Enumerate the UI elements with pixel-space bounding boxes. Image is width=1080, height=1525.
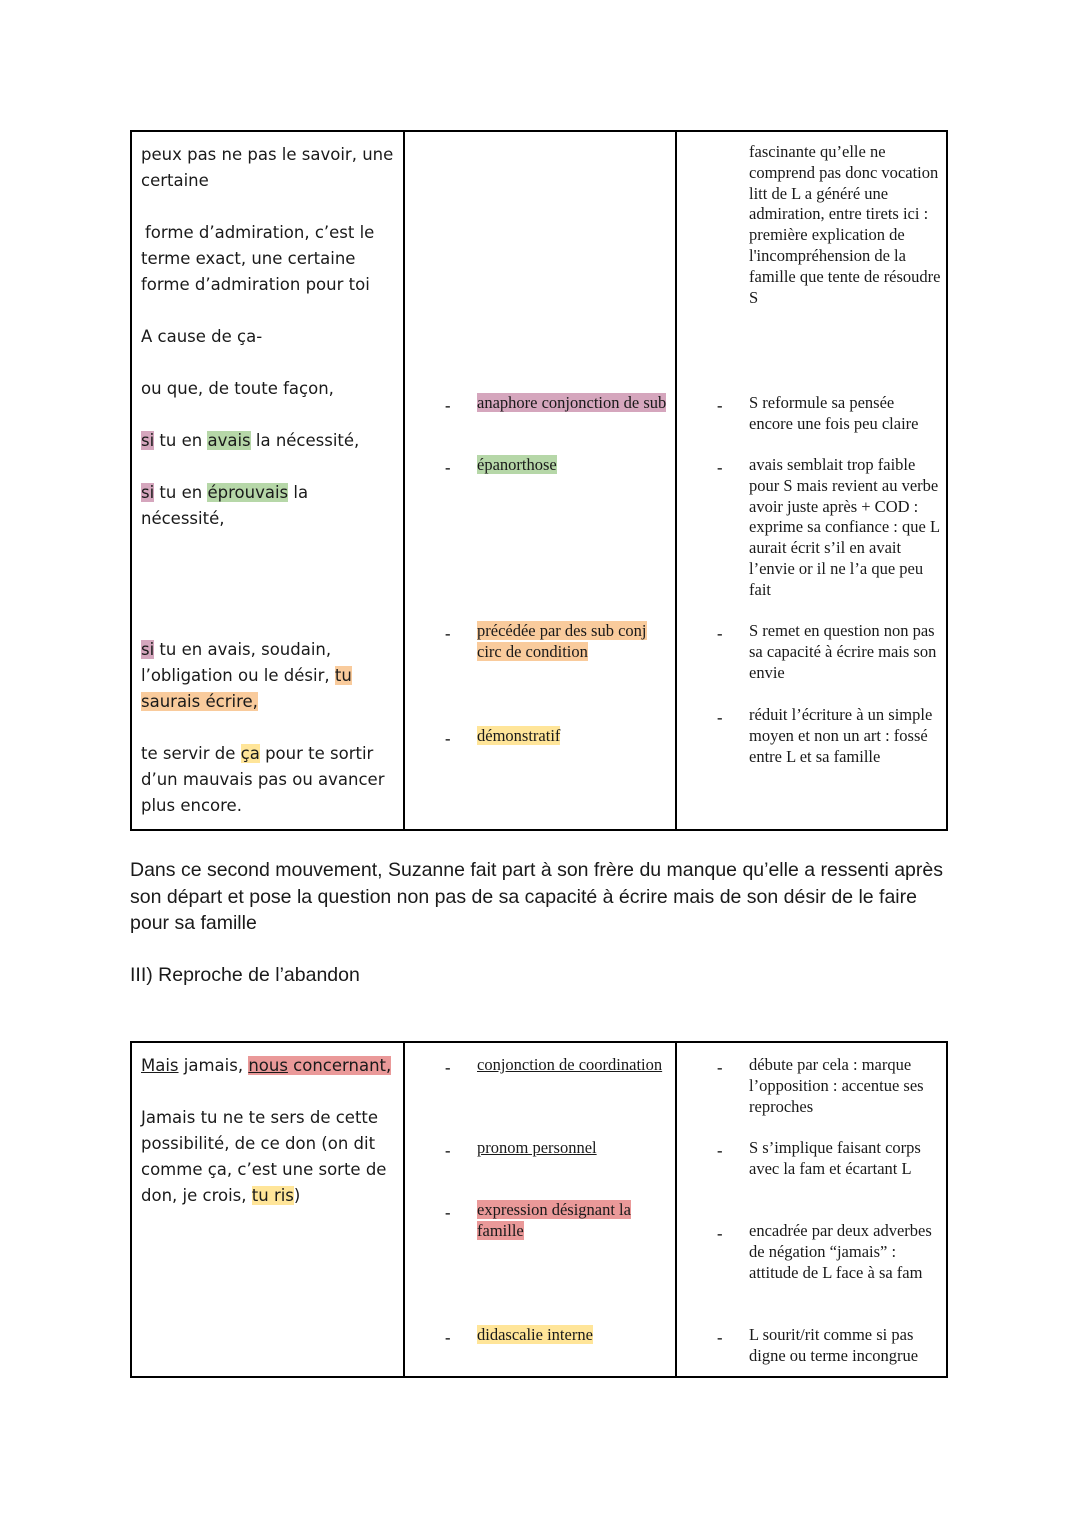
bullet-dash: - <box>445 1058 451 1077</box>
bullet-dash: - <box>717 396 723 415</box>
quote-line: comme ça, c’est une sorte de <box>141 1160 387 1179</box>
figure-item <box>477 1325 669 1346</box>
commentary-item: réduit l’écriture à un simple moyen et non un art : fossé entre L et sa famille <box>749 705 933 766</box>
figure-label: conjonction de coordination <box>477 1055 663 1074</box>
quote-line <box>141 741 395 767</box>
quote-line <box>141 1183 395 1209</box>
commentary-item: avais semblait trop faible pour S mais revient au verbe avoir juste après + COD : exprime sa confiance : que L aurait écrit s’il en avait l’envie or il ne l’a que peu fait <box>749 455 940 599</box>
commentary-item: L sourit/rit comme si pas digne ou terme incongrue <box>749 1325 919 1365</box>
quote-text: tu en <box>154 431 208 450</box>
bullet-dash: - <box>717 1141 723 1160</box>
quote-line <box>141 689 395 715</box>
quote-text: la nécessité, <box>250 431 360 450</box>
bullet-dash: - <box>445 1203 451 1222</box>
quote-line: Jamais tu ne te sers de cette <box>141 1108 379 1127</box>
bullet-dash: - <box>445 729 451 748</box>
quote-line: peux pas ne pas le savoir, une <box>141 145 394 164</box>
quote-text: tu en <box>154 483 208 502</box>
figure-item <box>477 455 669 476</box>
bullet-dash: - <box>445 396 451 415</box>
figure-label: épanorthose <box>477 455 557 474</box>
quote-text: tu en avais, soudain, <box>154 640 332 659</box>
commentary-column <box>677 1043 946 1376</box>
highlight-nous: nous <box>248 1056 288 1075</box>
figure-item <box>477 621 669 663</box>
bullet-dash: - <box>445 624 451 643</box>
quote-line <box>141 1053 395 1079</box>
quote-text: jamais, <box>178 1056 249 1075</box>
highlight-si: si <box>141 483 155 502</box>
bullet-dash: - <box>445 458 451 477</box>
figure-label: démonstratif <box>477 726 561 745</box>
commentary-item: S reformule sa pensée encore une fois peu claire <box>749 393 919 433</box>
figure-label: précédée par des sub conj circ de condition <box>477 621 647 661</box>
quote-text: pour te sortir <box>259 744 374 763</box>
commentary-item: S remet en question non pas sa capacité à écrire mais son envie <box>749 621 937 682</box>
commentary-item: encadrée par deux adverbes de négation “jamais” : attitude de L face à sa fam <box>749 1221 932 1282</box>
highlight-eprouvais: éprouvais <box>207 483 289 502</box>
figure-item <box>477 726 669 747</box>
highlight-avais: avais <box>207 431 251 450</box>
quote-line: terme exact, une certaine <box>141 249 356 268</box>
quote-line: certaine <box>141 171 209 190</box>
bullet-dash: - <box>717 1058 723 1077</box>
highlight-si: si <box>141 640 155 659</box>
quote-line: forme d’admiration pour toi <box>141 275 370 294</box>
bullet-dash: - <box>445 1328 451 1347</box>
quote-line <box>141 428 395 454</box>
highlight-ca: ça <box>240 744 260 763</box>
commentary-item: débute par cela : marque l’opposition : accentue ses reproches <box>749 1055 924 1116</box>
quote-line: possibilité, de ce don (on dit <box>141 1134 376 1153</box>
quote-text: te servir de <box>141 744 241 763</box>
bullet-dash: - <box>717 458 723 477</box>
bullet-dash: - <box>717 1224 723 1243</box>
figure-item <box>477 1055 669 1076</box>
quote-line: ou que, de toute façon, <box>141 379 334 398</box>
highlight-concernant: concernant, <box>287 1056 392 1075</box>
underlined-mais: Mais <box>141 1056 179 1075</box>
section-heading: III) Reproche de l’abandon <box>130 964 360 986</box>
quote-text: don, je crois, <box>141 1186 252 1205</box>
quote-line <box>141 637 395 663</box>
bullet-dash: - <box>717 708 723 727</box>
quote-column <box>132 1043 405 1376</box>
bullet-dash: - <box>717 624 723 643</box>
figure-column <box>405 132 677 829</box>
quote-line: plus encore. <box>141 796 242 815</box>
highlight-saurais-ecrire: saurais écrire, <box>141 692 258 711</box>
bullet-dash: - <box>445 1141 451 1160</box>
quote-text: ) <box>293 1186 301 1205</box>
quote-line: forme d’admiration, c’est le <box>145 223 375 242</box>
figure-label: pronom personnel <box>477 1138 597 1157</box>
bullet-dash: - <box>717 1328 723 1347</box>
figure-column <box>405 1043 677 1376</box>
analysis-table-1 <box>130 130 948 831</box>
figure-label: didascalie interne <box>477 1325 593 1344</box>
figure-item <box>477 393 669 414</box>
movement-summary: Dans ce second mouvement, Suzanne fait part à son frère du manque qu’elle a ressenti après son départ et pose la question non pas de sa capacité à écrire mais de son désir de le faire pour sa famille <box>130 859 943 934</box>
quote-line <box>141 480 395 532</box>
figure-item <box>477 1138 669 1159</box>
commentary-column <box>677 132 946 829</box>
commentary-item: fascinante qu’elle ne comprend pas donc vocation litt de L a généré une admiration, entre tirets ici : première explication de l'incompréhension de la famille que tente de résoudre S <box>749 142 941 307</box>
highlight-tu-ris: tu ris <box>251 1186 294 1205</box>
highlight-si: si <box>141 431 155 450</box>
figure-item <box>477 1200 669 1242</box>
highlight-tu: tu <box>334 666 352 685</box>
quote-line: A cause de ça- <box>141 327 263 346</box>
quote-column <box>132 132 405 829</box>
analysis-table-2 <box>130 1041 948 1378</box>
commentary-item: S s’implique faisant corps avec la fam et écartant L <box>749 1138 921 1178</box>
quote-text: la nécessité, <box>141 483 309 528</box>
quote-text: l’obligation ou le désir, <box>141 666 335 685</box>
figure-label: anaphore conjonction de sub <box>477 393 667 412</box>
quote-line <box>141 663 395 689</box>
figure-label: expression désignant la famille <box>477 1200 631 1240</box>
quote-line: d’un mauvais pas ou avancer <box>141 770 385 789</box>
